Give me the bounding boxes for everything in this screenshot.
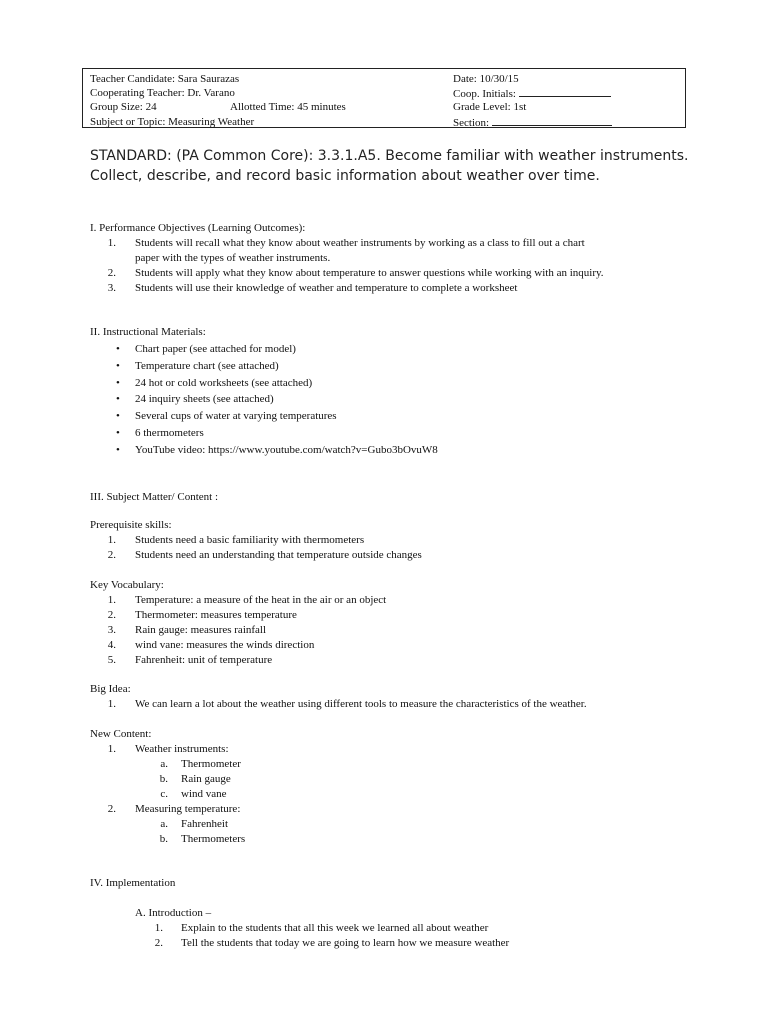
vocab-number: 2. xyxy=(107,609,116,621)
bullet-icon: • xyxy=(116,343,120,355)
newcontent-sub-text: wind vane xyxy=(181,788,227,800)
bullet-icon: • xyxy=(116,359,120,372)
intro-text: Explain to the students that all this week we learned all about weather xyxy=(181,922,489,934)
newcontent-text: Weather instruments: xyxy=(135,743,229,755)
intro-number: 1. xyxy=(154,922,163,934)
subject-matter-heading: III. Subject Matter/ Content : xyxy=(90,491,218,503)
bullet-icon: • xyxy=(116,393,120,406)
objective-text: Students will apply what they know about temperature to answer questions while working with an inquiry. xyxy=(135,267,604,279)
section: Section: xyxy=(453,116,490,129)
objective-text: Students will use their knowledge of weather and temperature to complete a worksheet xyxy=(135,282,518,294)
bigidea-heading: Big Idea: xyxy=(90,683,131,695)
newcontent-sub-text: Fahrenheit xyxy=(181,818,229,830)
material-item: YouTube video: https://www.youtube.com/watch?v=Gubo3bOvuW8 xyxy=(135,443,438,456)
material-item: Chart paper (see attached for model) xyxy=(135,343,296,355)
vocab-number: 3. xyxy=(107,624,116,636)
header-table xyxy=(82,68,686,128)
objectives-heading: I. Performance Objectives (Learning Outcomes): xyxy=(90,222,306,234)
newcontent-sub-letter: a. xyxy=(160,758,168,770)
standard-statement: STANDARD: (PA Common Core): 3.3.1.A5. Become familiar with weather instruments. Collect, describe, and record basic information about weather over time. xyxy=(90,148,689,184)
vocab-number: 1. xyxy=(107,594,116,606)
date: Date: 10/30/15 xyxy=(453,73,519,85)
material-item: Several cups of water at varying temperatures xyxy=(135,410,337,423)
coop-initials-line xyxy=(519,86,611,97)
prereq-heading: Prerequisite skills: xyxy=(90,519,172,531)
newcontent-number: 1. xyxy=(107,743,116,755)
vocab-text: wind vane: measures the winds direction xyxy=(135,639,315,651)
group-size: Group Size: 24 xyxy=(90,101,157,114)
material-item: 24 hot or cold worksheets (see attached) xyxy=(135,376,313,389)
intro-number: 2. xyxy=(154,937,163,949)
prereq-number: 1. xyxy=(107,534,116,546)
bullet-icon: • xyxy=(116,410,120,423)
subject-topic: Subject or Topic: Measuring Weather xyxy=(90,115,255,128)
newcontent-sub-text: Thermometer xyxy=(181,758,241,770)
cooperating-teacher: Cooperating Teacher: Dr. Varano xyxy=(90,87,235,100)
intro-text: Tell the students that today we are going to learn how we measure weather xyxy=(181,937,510,949)
vocab-heading: Key Vocabulary: xyxy=(90,579,164,591)
vocab-number: 5. xyxy=(107,654,116,666)
newcontent-sub-letter: c. xyxy=(160,788,168,800)
material-item: Temperature chart (see attached) xyxy=(135,359,279,372)
prereq-number: 2. xyxy=(107,549,116,561)
newcontent-sub-text: Thermometers xyxy=(181,833,246,845)
intro-heading: A. Introduction – xyxy=(135,907,212,919)
newcontent-text: Measuring temperature: xyxy=(135,803,241,815)
newcontent-number: 2. xyxy=(107,803,116,815)
objective-number: 3. xyxy=(107,282,116,294)
vocab-text: Rain gauge: measures rainfall xyxy=(135,624,267,636)
teacher-candidate: Teacher Candidate: Sara Saurazas xyxy=(90,73,240,85)
section-line xyxy=(492,115,612,126)
prereq-text: Students need a basic familiarity with thermometers xyxy=(135,534,365,546)
vocab-text: Fahrenheit: unit of temperature xyxy=(135,654,273,666)
bullet-icon: • xyxy=(116,376,120,389)
bigidea-text: We can learn a lot about the weather using different tools to measure the characteristics of the weather. xyxy=(135,698,587,710)
vocab-text: Thermometer: measures temperature xyxy=(135,609,297,621)
allotted-time: Allotted Time: 45 minutes xyxy=(230,101,346,114)
grade-level: Grade Level: 1st xyxy=(453,101,527,114)
objective-text-cont: paper with the types of weather instruments. xyxy=(135,252,331,264)
newcontent-sub-letter: b. xyxy=(159,833,168,845)
newcontent-sub-letter: b. xyxy=(159,773,168,785)
bullet-icon: • xyxy=(116,427,120,439)
prereq-text: Students need an understanding that temperature outside changes xyxy=(135,549,422,561)
coop-initials: Coop. Initials: xyxy=(453,88,516,101)
newcontent-sub-text: Rain gauge xyxy=(181,773,231,785)
newcontent-heading: New Content: xyxy=(90,728,152,740)
objective-text: Students will recall what they know about weather instruments by working as a class to fill out a chart xyxy=(135,237,585,249)
newcontent-sub-letter: a. xyxy=(160,818,168,830)
vocab-text: Temperature: a measure of the heat in the air or an object xyxy=(135,594,387,606)
objective-number: 1. xyxy=(107,237,116,249)
vocab-number: 4. xyxy=(107,639,116,651)
materials-heading: II. Instructional Materials: xyxy=(90,326,206,338)
implementation-heading: IV. Implementation xyxy=(90,877,176,889)
bigidea-number: 1. xyxy=(107,698,116,710)
material-item: 6 thermometers xyxy=(135,427,204,439)
objective-number: 2. xyxy=(107,267,116,279)
bullet-icon: • xyxy=(116,443,120,456)
material-item: 24 inquiry sheets (see attached) xyxy=(135,393,274,406)
